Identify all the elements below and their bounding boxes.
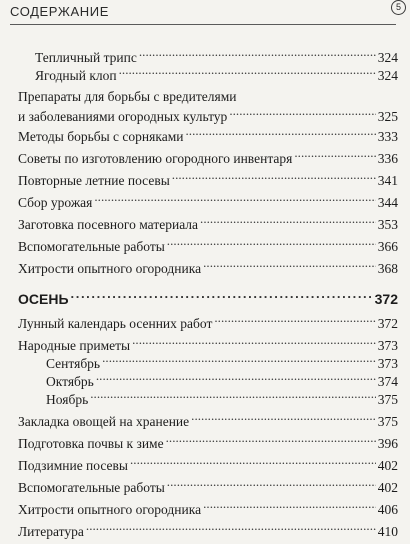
toc-entry-november[interactable] [46, 390, 398, 408]
dot-leader [139, 48, 376, 62]
toc-entry-storage[interactable] [18, 412, 398, 430]
toc-entry-label-line1: Препараты для борьбы с вредителями [18, 89, 237, 104]
toc-entry-repeat-sowing[interactable] [18, 171, 398, 189]
dot-leader [191, 412, 376, 426]
toc-entry-label: Вспомогательные работы [18, 238, 165, 254]
toc-entry-page: 325 [377, 108, 398, 124]
dot-leader [90, 390, 376, 404]
toc-entry-page: 324 [377, 67, 398, 83]
toc-entry-page: 372 [377, 315, 398, 331]
dot-leader [214, 314, 375, 328]
toc-entry-label: Методы борьбы с сорняками [18, 128, 184, 144]
toc-entry-label: Вспомогательные работы [18, 479, 165, 495]
toc-entry-label-line2: и заболеваниями огородных культур [18, 108, 228, 124]
dot-leader [130, 456, 376, 470]
toc-entry-label: Закладка овощей на хранение [18, 413, 190, 429]
dot-leader [203, 259, 376, 273]
toc-entry-label: Советы по изготовлению огородного инвентаря [18, 150, 293, 166]
dot-leader [71, 290, 373, 304]
toc-entry-preparations[interactable] [18, 89, 398, 125]
toc-entry-thrips[interactable] [35, 48, 398, 66]
dot-leader [94, 193, 375, 207]
toc-entry-page: 374 [377, 373, 398, 389]
toc-entry-label: Народные приметы [18, 337, 131, 353]
toc-entry-page: 410 [377, 523, 398, 539]
toc-entry-page: 366 [377, 238, 398, 254]
toc-entry-page: 375 [377, 413, 398, 429]
toc-entry-seed-material[interactable] [18, 215, 398, 233]
toc-entry-page: 336 [377, 150, 398, 166]
toc-entry-auxiliary-summer[interactable] [18, 237, 398, 255]
toc-entry-label: Хитрости опытного огородника [18, 260, 202, 276]
toc-entry-page: 344 [377, 194, 398, 210]
header-divider [10, 24, 396, 25]
toc-entry-harvest[interactable] [18, 193, 398, 211]
toc-entry-label: Октябрь [46, 373, 94, 389]
toc-entry-page: 402 [377, 479, 398, 495]
toc-entry-page: 333 [377, 128, 398, 144]
page-header-title: СОДЕРЖАНИЕ [10, 4, 110, 19]
toc-entry-label: Лунный календарь осенних работ [18, 315, 213, 331]
toc-entry-literature[interactable] [18, 522, 398, 540]
dot-leader [167, 478, 376, 492]
toc-entry-page: 341 [377, 172, 398, 188]
toc-entry-tools[interactable] [18, 149, 398, 167]
toc-entry-label: Подзимние посевы [18, 457, 128, 473]
dot-leader [203, 500, 376, 514]
toc-entry-page: 402 [377, 457, 398, 473]
toc-entry-winter-sowing[interactable] [18, 456, 398, 474]
toc-entry-lunar-calendar[interactable] [18, 314, 398, 332]
dot-leader [132, 336, 376, 350]
toc-entry-page: 375 [377, 391, 398, 407]
toc-entry-label: Хитрости опытного огородника [18, 501, 202, 517]
toc-entry-label: Повторные летние посевы [18, 172, 170, 188]
toc-entry-tricks-summer[interactable] [18, 259, 398, 277]
toc-entry-soil-prep[interactable] [18, 434, 398, 452]
toc-entry-label: Литература [18, 523, 84, 539]
toc-entry-tricks-autumn[interactable] [18, 500, 398, 518]
dot-leader [294, 149, 375, 163]
dot-leader [167, 237, 376, 251]
dot-leader [96, 372, 376, 386]
dot-leader [185, 127, 375, 141]
toc-entry-page: 373 [377, 355, 398, 371]
toc-entry-label: Сбор урожая [18, 194, 93, 210]
toc-entry-auxiliary-autumn[interactable] [18, 478, 398, 496]
toc-entry-bug[interactable] [35, 66, 398, 84]
toc-entry-october[interactable] [46, 372, 398, 390]
dot-leader [102, 354, 376, 368]
dot-leader [86, 522, 376, 536]
toc-entry-label: Заготовка посевного материала [18, 216, 199, 232]
toc-entry-page: 396 [377, 435, 398, 451]
toc-entry-page: 324 [377, 49, 398, 65]
dot-leader [119, 66, 376, 80]
dot-leader [229, 107, 375, 121]
toc-entry-label: Ягодный клоп [35, 67, 117, 83]
toc-entry-page: 353 [377, 216, 398, 232]
toc-section-label: ОСЕНЬ [18, 291, 69, 307]
toc-entry-label: Тепличный трипс [35, 49, 137, 65]
toc-section-page: 372 [374, 291, 398, 307]
toc-entry-label: Подготовка почвы к зиме [18, 435, 164, 451]
toc-entry-folk-signs[interactable] [18, 336, 398, 354]
toc-entry-page: 406 [377, 501, 398, 517]
toc-entry-page: 373 [377, 337, 398, 353]
dot-leader [166, 434, 376, 448]
toc-entry-september[interactable] [46, 354, 398, 372]
toc-entry-line2 [18, 107, 398, 125]
toc-entry-page: 368 [377, 260, 398, 276]
toc-section-autumn[interactable] [18, 290, 398, 307]
dot-leader [172, 171, 376, 185]
toc-entry-label: Сентябрь [46, 355, 101, 371]
page-marker-badge: 5 [391, 0, 406, 15]
dot-leader [200, 215, 376, 229]
toc-entry-label: Ноябрь [46, 391, 89, 407]
toc-entry-weeds[interactable] [18, 127, 398, 145]
